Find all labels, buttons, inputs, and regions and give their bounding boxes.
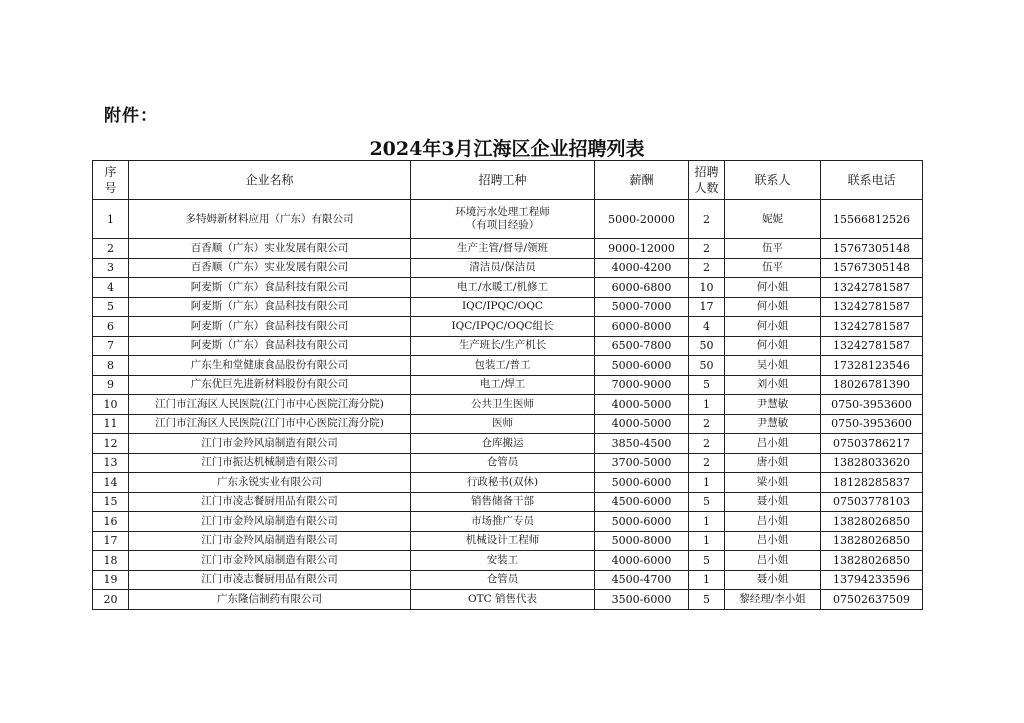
cell-phone: 18026781390 [821, 375, 923, 395]
cell-salary: 5000-6000 [595, 512, 689, 532]
cell-company: 江门市金羚风扇制造有限公司 [129, 434, 411, 454]
cell-contact: 何小姐 [725, 278, 821, 298]
cell-job: 公共卫生医师 [411, 395, 595, 415]
cell-count: 4 [689, 317, 725, 337]
table-row [93, 414, 923, 434]
page-title: 2024年3月江海区企业招聘列表 [369, 138, 645, 160]
cell-seq: 3 [93, 258, 129, 278]
table-row [93, 336, 923, 356]
cell-salary: 4500-6000 [595, 492, 689, 512]
cell-company: 广东隆信制药有限公司 [129, 590, 411, 610]
cell-phone: 13828026850 [821, 551, 923, 571]
cell-seq: 10 [93, 395, 129, 415]
cell-seq: 12 [93, 434, 129, 454]
cell-job [411, 200, 595, 239]
cell-count: 5 [689, 375, 725, 395]
header-contact: 联系人 [725, 161, 821, 200]
cell-phone: 15566812526 [821, 200, 923, 239]
cell-contact: 妮妮 [725, 200, 821, 239]
cell-company: 江门市凌志餐厨用品有限公司 [129, 492, 411, 512]
header-count: 招聘人数 [689, 161, 725, 200]
cell-company: 江门市凌志餐厨用品有限公司 [129, 570, 411, 590]
cell-contact: 刘小姐 [725, 375, 821, 395]
table-row [93, 356, 923, 376]
cell-company: 江门市江海区人民医院(江门市中心医院江海分院) [129, 414, 411, 434]
table-row [93, 551, 923, 571]
cell-phone: 13828026850 [821, 531, 923, 551]
cell-salary: 4000-5000 [595, 414, 689, 434]
cell-job: 仓管员 [411, 453, 595, 473]
cell-seq: 1 [93, 200, 129, 239]
table-row [93, 434, 923, 454]
table-row [93, 258, 923, 278]
cell-phone: 07503778103 [821, 492, 923, 512]
cell-contact: 聂小姐 [725, 570, 821, 590]
cell-count: 10 [689, 278, 725, 298]
cell-job: 行政秘书(双休) [411, 473, 595, 493]
cell-contact: 梁小姐 [725, 473, 821, 493]
table-row [93, 239, 923, 259]
cell-count: 50 [689, 336, 725, 356]
table-row [93, 317, 923, 337]
cell-salary: 5000-7000 [595, 297, 689, 317]
cell-phone: 13828033620 [821, 453, 923, 473]
cell-seq: 2 [93, 239, 129, 259]
cell-seq: 13 [93, 453, 129, 473]
table-row [93, 278, 923, 298]
cell-salary: 3700-5000 [595, 453, 689, 473]
cell-contact: 吕小姐 [725, 512, 821, 532]
table-row [93, 590, 923, 610]
cell-contact: 吕小姐 [725, 531, 821, 551]
cell-company: 阿麦斯（广东）食品科技有限公司 [129, 278, 411, 298]
cell-phone: 17328123546 [821, 356, 923, 376]
cell-phone: 13242781587 [821, 336, 923, 356]
cell-salary: 9000-12000 [595, 239, 689, 259]
cell-contact: 伍平 [725, 258, 821, 278]
cell-count: 17 [689, 297, 725, 317]
cell-company: 阿麦斯（广东）食品科技有限公司 [129, 317, 411, 337]
table-row [93, 200, 923, 239]
cell-job: IQC/IPQC/OQC组长 [411, 317, 595, 337]
cell-phone: 15767305148 [821, 239, 923, 259]
recruitment-table [92, 160, 923, 610]
cell-company: 江门市金羚风扇制造有限公司 [129, 512, 411, 532]
table-row [93, 395, 923, 415]
table-row [93, 473, 923, 493]
header-company: 企业名称 [129, 161, 411, 200]
cell-contact: 黎经理/李小姐 [725, 590, 821, 610]
table-row [93, 453, 923, 473]
cell-seq: 14 [93, 473, 129, 493]
cell-salary: 6000-8000 [595, 317, 689, 337]
cell-phone: 13794233596 [821, 570, 923, 590]
cell-salary: 5000-8000 [595, 531, 689, 551]
cell-count: 1 [689, 570, 725, 590]
cell-job: 销售储备干部 [411, 492, 595, 512]
cell-count: 1 [689, 531, 725, 551]
cell-contact: 聂小姐 [725, 492, 821, 512]
cell-count: 1 [689, 512, 725, 532]
cell-company: 阿麦斯（广东）食品科技有限公司 [129, 336, 411, 356]
cell-job: 生产主管/督导/领班 [411, 239, 595, 259]
cell-phone: 15767305148 [821, 258, 923, 278]
cell-contact: 尹慧敏 [725, 414, 821, 434]
cell-count: 1 [689, 395, 725, 415]
cell-company: 百香顺（广东）实业发展有限公司 [129, 239, 411, 259]
cell-seq: 9 [93, 375, 129, 395]
cell-phone: 0750-3953600 [821, 414, 923, 434]
cell-count: 2 [689, 453, 725, 473]
cell-job: 包装工/普工 [411, 356, 595, 376]
cell-salary: 3850-4500 [595, 434, 689, 454]
cell-seq: 6 [93, 317, 129, 337]
cell-salary: 6500-7800 [595, 336, 689, 356]
cell-salary: 7000-9000 [595, 375, 689, 395]
cell-company: 江门市江海区人民医院(江门市中心医院江海分院) [129, 395, 411, 415]
cell-contact: 何小姐 [725, 317, 821, 337]
cell-count: 2 [689, 414, 725, 434]
cell-company: 江门市振达机械制造有限公司 [129, 453, 411, 473]
cell-count: 5 [689, 590, 725, 610]
cell-phone: 07503786217 [821, 434, 923, 454]
header-job: 招聘工种 [411, 161, 595, 200]
cell-contact: 何小姐 [725, 297, 821, 317]
cell-contact: 吕小姐 [725, 434, 821, 454]
cell-contact: 吕小姐 [725, 551, 821, 571]
cell-contact: 唐小姐 [725, 453, 821, 473]
cell-job: 电工/焊工 [411, 375, 595, 395]
cell-count: 2 [689, 258, 725, 278]
table-row [93, 531, 923, 551]
cell-salary: 4000-4200 [595, 258, 689, 278]
cell-seq: 11 [93, 414, 129, 434]
header-salary: 薪酬 [595, 161, 689, 200]
table-header-row [93, 161, 923, 200]
cell-contact: 伍平 [725, 239, 821, 259]
cell-phone: 0750-3953600 [821, 395, 923, 415]
cell-job: IQC/IPQC/OQC [411, 297, 595, 317]
cell-phone: 13828026850 [821, 512, 923, 532]
cell-salary: 5000-6000 [595, 473, 689, 493]
cell-job: 安装工 [411, 551, 595, 571]
cell-phone: 07502637509 [821, 590, 923, 610]
cell-seq: 16 [93, 512, 129, 532]
cell-job: 生产班长/生产机长 [411, 336, 595, 356]
cell-company: 阿麦斯（广东）食品科技有限公司 [129, 297, 411, 317]
cell-job-note: （有项目经验） [465, 219, 540, 231]
cell-phone: 18128285837 [821, 473, 923, 493]
cell-job: 仓库搬运 [411, 434, 595, 454]
cell-job: 机械设计工程师 [411, 531, 595, 551]
cell-job-title: 环境污水处理工程师 [455, 206, 550, 218]
cell-company: 江门市金羚风扇制造有限公司 [129, 551, 411, 571]
cell-seq: 20 [93, 590, 129, 610]
cell-seq: 7 [93, 336, 129, 356]
cell-count: 2 [689, 239, 725, 259]
table-row [93, 492, 923, 512]
cell-count: 2 [689, 434, 725, 454]
cell-seq: 19 [93, 570, 129, 590]
cell-salary: 6000-6800 [595, 278, 689, 298]
header-phone: 联系电话 [821, 161, 923, 200]
cell-count: 50 [689, 356, 725, 376]
cell-company: 百香顺（广东）实业发展有限公司 [129, 258, 411, 278]
cell-phone: 13242781587 [821, 317, 923, 337]
cell-contact: 尹慧敏 [725, 395, 821, 415]
cell-phone: 13242781587 [821, 297, 923, 317]
cell-job: OTC 销售代表 [411, 590, 595, 610]
cell-count: 2 [689, 200, 725, 239]
cell-contact: 何小姐 [725, 336, 821, 356]
cell-company: 广东生和堂健康食品股份有限公司 [129, 356, 411, 376]
cell-seq: 4 [93, 278, 129, 298]
cell-job: 清洁员/保洁员 [411, 258, 595, 278]
cell-company: 江门市金羚风扇制造有限公司 [129, 531, 411, 551]
cell-count: 1 [689, 473, 725, 493]
cell-seq: 15 [93, 492, 129, 512]
cell-salary: 5000-6000 [595, 356, 689, 376]
cell-salary: 4000-6000 [595, 551, 689, 571]
cell-seq: 17 [93, 531, 129, 551]
header-seq: 序号 [93, 161, 129, 200]
cell-job: 医师 [411, 414, 595, 434]
table-row [93, 512, 923, 532]
cell-salary: 4000-5000 [595, 395, 689, 415]
cell-job: 仓管员 [411, 570, 595, 590]
cell-count: 5 [689, 551, 725, 571]
table-row [93, 375, 923, 395]
cell-phone: 13242781587 [821, 278, 923, 298]
table-row [93, 297, 923, 317]
cell-salary: 4500-4700 [595, 570, 689, 590]
table-row [93, 570, 923, 590]
attachment-label: 附件： [104, 106, 158, 126]
cell-seq: 5 [93, 297, 129, 317]
cell-company: 广东优巨先进新材料股份有限公司 [129, 375, 411, 395]
cell-contact: 吴小姐 [725, 356, 821, 376]
cell-seq: 18 [93, 551, 129, 571]
cell-company: 广东永锐实业有限公司 [129, 473, 411, 493]
cell-salary: 5000-20000 [595, 200, 689, 239]
cell-count: 5 [689, 492, 725, 512]
cell-job: 电工/水暖工/机修工 [411, 278, 595, 298]
cell-salary: 3500-6000 [595, 590, 689, 610]
cell-job: 市场推广专员 [411, 512, 595, 532]
cell-company: 多特姆新材料应用（广东）有限公司 [129, 200, 411, 239]
cell-seq: 8 [93, 356, 129, 376]
